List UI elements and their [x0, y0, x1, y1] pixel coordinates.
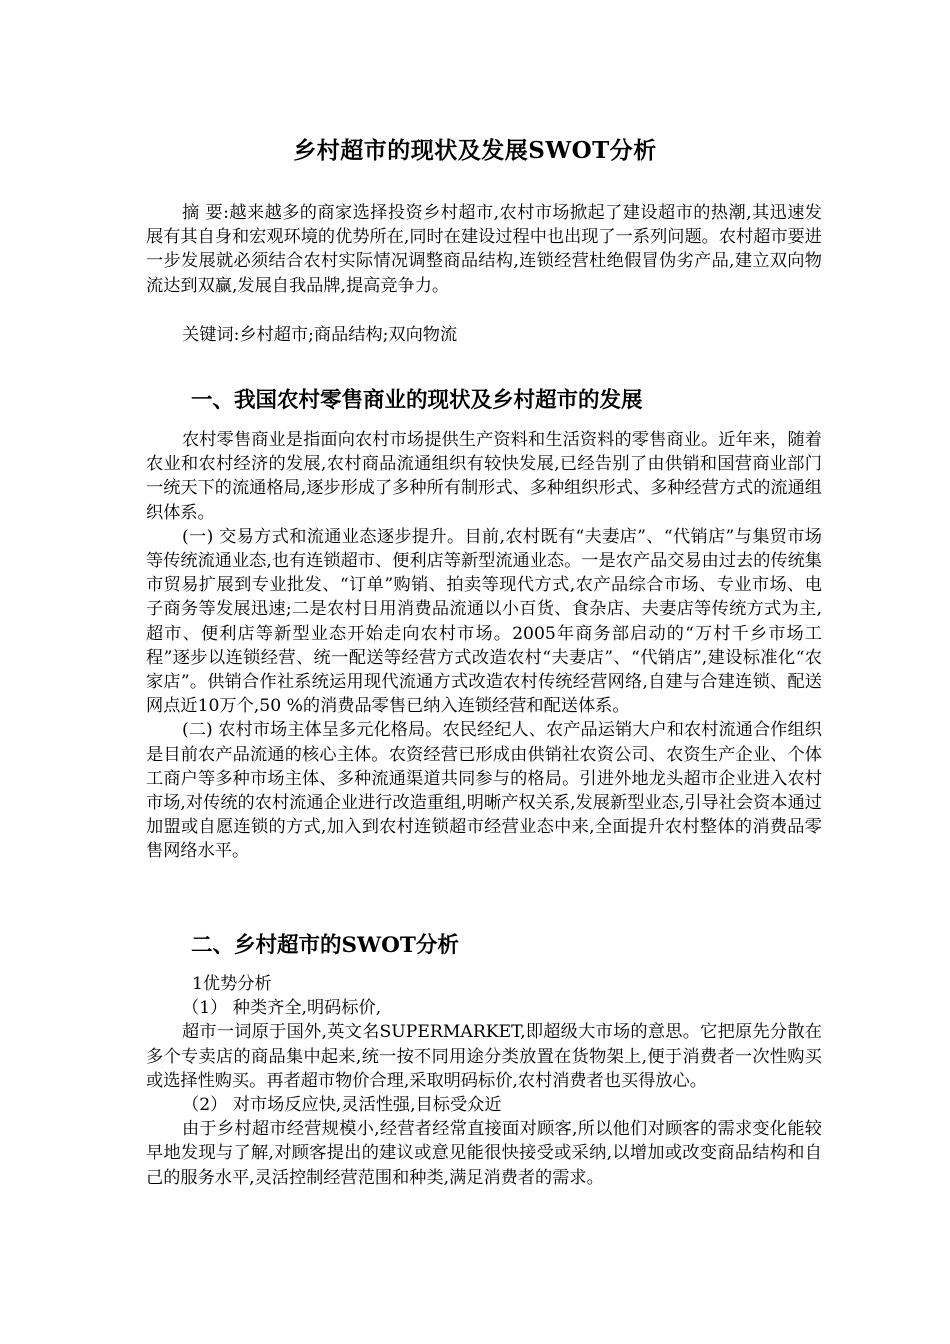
- section-2-heading: 二、乡村超市的SWOT分析: [191, 933, 459, 958]
- item-1-title: （1） 种类齐全,明码标价,: [182, 998, 382, 1019]
- document-title: 乡村超市的现状及发展SWOT分析: [293, 137, 657, 164]
- section-2-body: [146, 972, 822, 1190]
- item-2-body: 由于乡村超市经营规模小,经营者经常直接面对顾客,所以他们对顾客的需求变化能较早地发现与了解,对顾客提出的建议或意见能很快接受或采纳,以增加或改变商品结构和自己的服务水平,灵活控制经营范围和种类,满足消费者的需求。: [146, 1119, 822, 1188]
- abstract-block: [146, 201, 822, 298]
- section-1-paragraph-2: (一) 交易方式和流通业态逐步提升。目前,农村既有“夫妻店”、“代销店”与集贸市场等传统流通业态,也有连锁超市、便利店等新型流通业态。一是农产品交易由过去的传统集市贸易扩展到专业批发、“订单”购销、拍卖等现代方式,农产品综合市场、专业市场、电子商务等发展迅速;二是农村日用消费品流通以小百货、食杂店、夫妻店等传统方式为主,超市、便利店等新型业态开始走向农村市场。2005年商务部启动的“万村千乡市场工程”逐步以连锁经营、统一配送等经营方式改造农村“夫妻店”、“代销店”,建设标准化“农家店”。供销合作社系统运用现代流通方式改造农村传统经营网络,自建与合建连锁、配送网点近10万个,50 %的消费品零售已纳入连锁经营和配送体系。: [146, 526, 822, 717]
- item-2-title: （2） 对市场反应快,灵活性强,目标受众近: [182, 1095, 502, 1116]
- keywords-line: 关键词:乡村超市;商品结构;双向物流: [182, 325, 458, 345]
- section-1-heading: 一、我国农村零售商业的现状及乡村超市的发展: [191, 388, 643, 413]
- subsection-title: 1优势分析: [192, 974, 272, 994]
- abstract-paragraph: 摘 要:越来越多的商家选择投资乡村超市,农村市场掀起了建设超市的热潮,其迅速发展有其自身和宏观环境的优势所在,同时在建设过程中也出现了一系列问题。农村超市要进一步发展就必须结合农村实际情况调整商品结构,连锁经营杜绝假冒伪劣产品,建立双向物流达到双赢,发展自我品牌,提高竞争力。: [146, 203, 822, 296]
- section-1-paragraph-3: (二) 农村市场主体呈多元化格局。农民经纪人、农产品运销大户和农村流通合作组织是目前农产品流通的核心主体。农资经营已形成由供销社农资公司、农资生产企业、个体工商户等多种市场主体、多种流通渠道共同参与的格局。引进外地龙头超市企业进入农村市场,对传统的农村流通企业进行改造重组,明晰产权关系,发展新型业态,引导社会资本通过加盟或自愿连锁的方式,加入到农村连锁超市经营业态中来,全面提升农村整体的消费品零售网络水平。: [146, 720, 822, 862]
- section-1-body: [146, 428, 822, 864]
- section-1-paragraph-1: 农村零售商业是指面向农村市场提供生产资料和生活资料的零售商业。近年来，随着农业和农村经济的发展,农村商品流通组织有较快发展,已经告别了由供销和国营商业部门一统天下的流通格局,逐步形成了多种所有制形式、多种组织形式、多种经营方式的流通组织体系。: [146, 430, 822, 523]
- item-1-body: 超市一词原于国外,英文名SUPERMARKET,即超级大市场的意思。它把原先分散在多个专卖店的商品集中起来,统一按不同用途分类放置在货物架上,便于消费者一次性购买或选择性购买。再者超市物价合理,采取明码标价,农村消费者也买得放心。: [146, 1022, 822, 1091]
- keywords-block: [146, 323, 822, 347]
